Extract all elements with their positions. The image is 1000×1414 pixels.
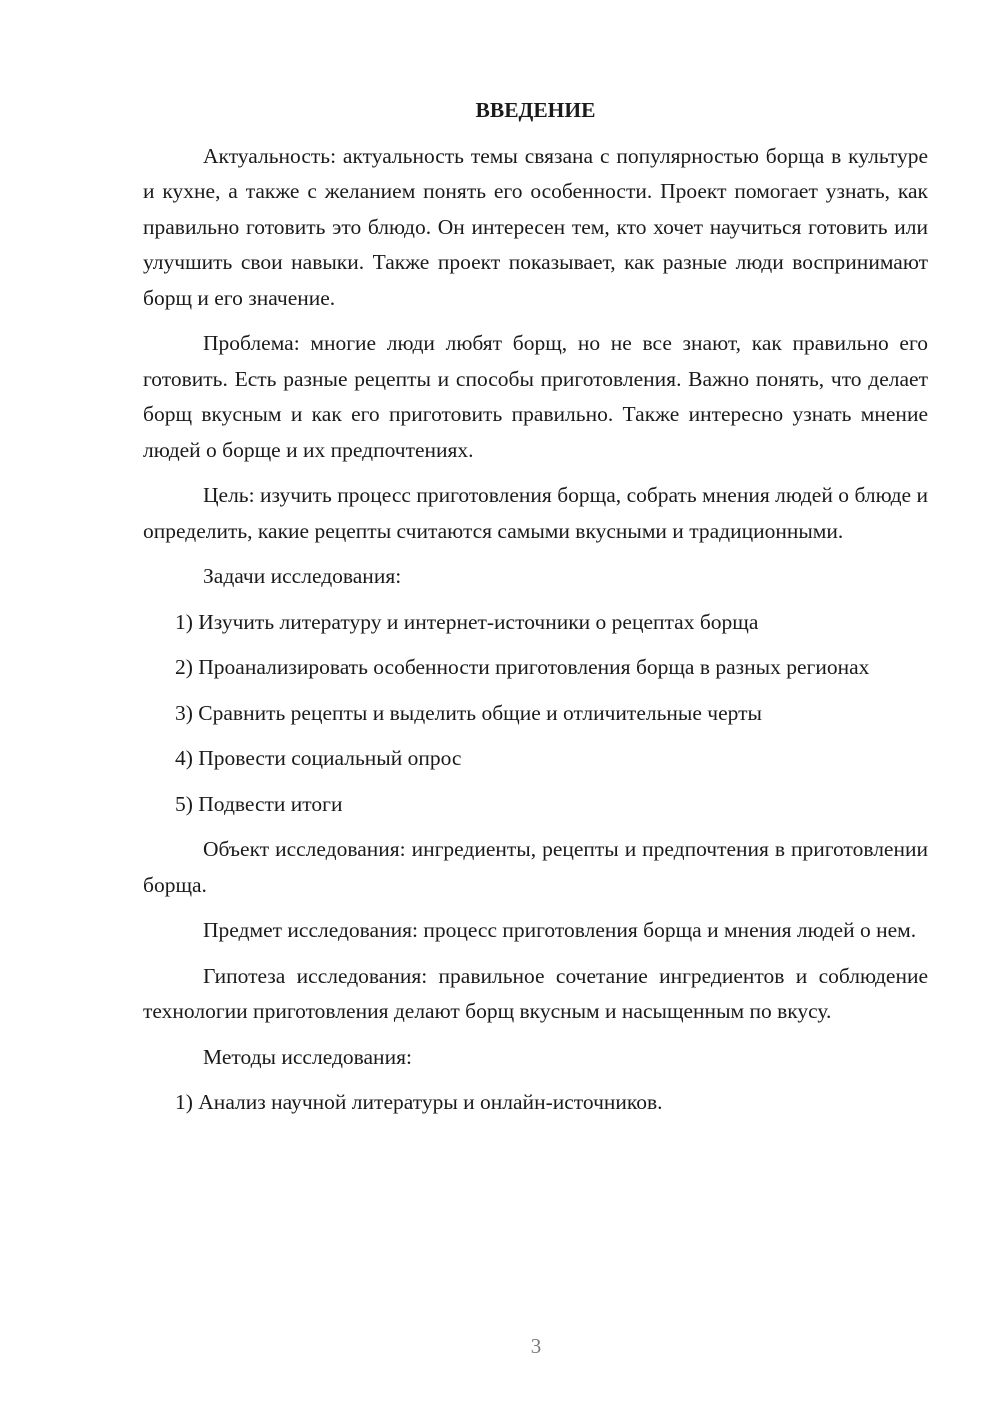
- problem-paragraph: Проблема: многие люди любят борщ, но не все знают, как правильно его готовить. Есть разные рецепты и способы приготовления. Важно понять, что делает борщ вкусным и как его приготовить правильно. Также интересно узнать мнение людей о борще и их предпочтениях.: [143, 331, 928, 462]
- task-item: 4) Провести социальный опрос: [175, 746, 462, 770]
- page-number: 3: [530, 1334, 542, 1358]
- tasks-list: [143, 605, 928, 823]
- task-item: 5) Подвести итоги: [175, 791, 343, 816]
- subject-paragraph: Предмет исследования: процесс приготовления борща и мнения людей о нем.: [203, 918, 917, 942]
- methods-list: [143, 1085, 928, 1121]
- relevance-paragraph: Актуальность: актуальность темы связана с популярностью борща в культуре и кухне, а также с желанием понять его особенности. Проект помогает узнать, как правильно готовить это блюдо. Он интересен тем, кто хочет научиться готовить или улучшить свои навыки. Также проект показывает, как разные люди воспринимают борщ и его значение.: [143, 143, 928, 310]
- method-item: 1) Анализ научной литературы и онлайн-источников.: [175, 1090, 663, 1114]
- task-item: 3) Сравнить рецепты и выделить общие и отличительные черты: [175, 700, 762, 725]
- task-item: 1) Изучить литературу и интернет-источники о рецептах борща: [175, 609, 759, 634]
- goal-paragraph: Цель: изучить процесс приготовления борща, собрать мнения людей о блюде и определить, какие рецепты считаются самыми вкусными и традиционными.: [143, 483, 928, 543]
- section-title: ВВЕДЕНИЕ: [475, 98, 596, 122]
- task-item: 2) Проанализировать особенности приготовления борща в разных регионах: [175, 655, 870, 679]
- object-paragraph: Объект исследования: ингредиенты, рецепты и предпочтения в приготовлении борща.: [143, 837, 928, 897]
- hypothesis-paragraph: Гипотеза исследования: правильное сочетание ингредиентов и соблюдение технологии приготовления делают борщ вкусным и насыщенным по вкусу.: [143, 963, 928, 1023]
- methods-heading: Методы исследования:: [203, 1044, 412, 1069]
- page-content: [143, 93, 928, 1131]
- tasks-heading: Задачи исследования:: [203, 564, 402, 588]
